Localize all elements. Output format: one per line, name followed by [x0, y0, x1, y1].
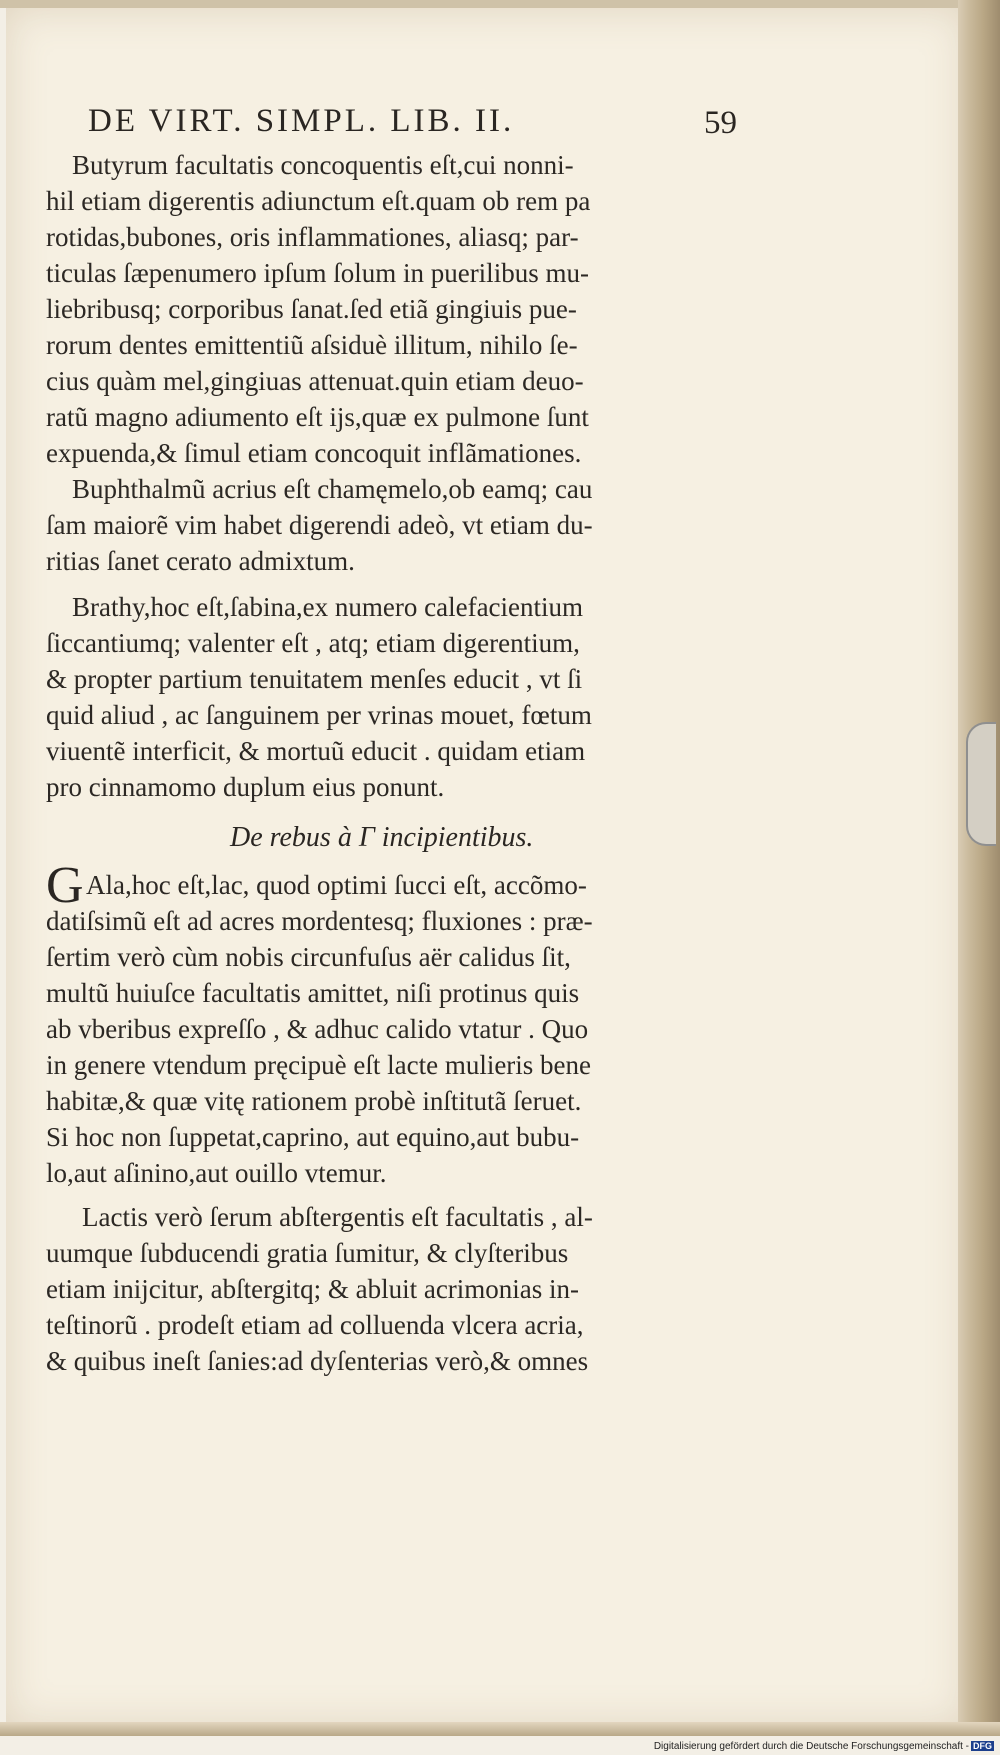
text-line: in genere vtendum pręcipuè eſt lacte mulieris bene [46, 1050, 592, 1080]
text-line: ratũ magno adiumento eſt ijs,quæ ex pulmone ſunt [46, 402, 589, 432]
text-line: Brathy,hoc eſt,ſabina,ex numero calefacientium [72, 592, 584, 622]
page-edge-bottom [0, 1722, 1000, 1736]
text-line: ſertim verò cùm nobis circunfuſus aër calidus ſit, [46, 942, 571, 972]
text-line: etiam inijcitur, abſtergitq; & abluit acrimonias in- [46, 1274, 580, 1304]
text-line: datiſsimũ eſt ad acres mordentesq; fluxiones : præ- [46, 906, 593, 936]
text-line: & propter partium tenuitatem menſes educit , vt ſi [46, 664, 583, 694]
text-line: expuenda,& ſimul etiam concoquit inflãmationes. [46, 438, 582, 468]
text-line: habitæ,& quæ vitę rationem probè inſtitutã ſeruet. [46, 1086, 582, 1116]
text-line: Ala,hoc eſt,lac, quod optimi ſucci eſt, accõmo- [86, 870, 587, 900]
section-heading: De rebus à Γ incipientibus. [230, 822, 534, 853]
text-line: Buphthalmũ acrius eſt chamęmelo,ob eamq; cau [72, 474, 593, 504]
text-line: rotidas,bubones, oris inflammationes, aliasq; par- [46, 222, 579, 252]
drop-capital: G [46, 857, 84, 914]
text-line: teſtinorũ . prodeſt etiam ad colluenda vlcera acria, [46, 1310, 584, 1340]
digitization-credit [654, 1741, 994, 1752]
text-line: hil etiam digerentis adiunctum eſt.quam ob rem pa [46, 186, 591, 216]
text-line: ab vberibus expreſſo , & adhuc calido vtatur . Quo [46, 1014, 589, 1044]
text-line: ſiccantiumq; valenter eſt , atq; etiam digerentium, [46, 628, 580, 658]
page-number: 59 [704, 105, 737, 141]
text-line: pro cinnamomo duplum eius ponunt. [46, 772, 445, 802]
text-line: lo,aut aſinino,aut ouillo vtemur. [46, 1158, 387, 1188]
dfg-logo: DFG [973, 1741, 992, 1751]
text-line: cius quàm mel,gingiuas attenuat.quin etiam deuo- [46, 366, 584, 396]
running-title: DE VIRT. SIMPL. LIB. II. [88, 103, 515, 139]
text-line: ticulas ſæpenumero ipſum ſolum in puerilibus mu- [46, 258, 589, 288]
text-line: quid aliud , ac ſanguinem per vrinas mouet, fœtum [46, 700, 592, 730]
text-line: Butyrum facultatis concoquentis eſt,cui nonni- [72, 150, 574, 180]
text-line: uumque ſubducendi gratia ſumitur, & clyſteribus [46, 1238, 569, 1268]
text-line: viuentẽ interficit, & mortuũ educit . quidam etiam [46, 736, 586, 766]
credit-text: Digitalisierung gefördert durch die Deutsche Forschungsgemeinschaft - [653, 1741, 969, 1752]
page-edge-right [958, 0, 1000, 1735]
text-line: Lactis verò ſerum abſtergentis eſt facultatis , al- [82, 1202, 593, 1232]
page-edge-top [0, 0, 1000, 8]
text-line: ritias ſanet cerato admixtum. [46, 546, 355, 576]
running-header [88, 103, 738, 143]
text-line: rorum dentes emittentiũ aſsiduè illitum, nihilo ſe- [46, 330, 578, 360]
text-line: & quibus ineſt ſanies:ad dyſenterias verò,& omnes [46, 1346, 589, 1376]
page-clip [966, 722, 996, 846]
text-line: ſam maiorẽ vim habet digerendi adeò, vt etiam du- [46, 510, 593, 540]
text-line: liebribusq; corporibus ſanat.ſed etiã gingiuis pue- [46, 294, 577, 324]
text-line: multũ huiuſce facultatis amittet, niſi protinus quis [46, 978, 580, 1008]
text-line: Si hoc non ſuppetat,caprino, aut equino,aut bubu- [46, 1122, 580, 1152]
